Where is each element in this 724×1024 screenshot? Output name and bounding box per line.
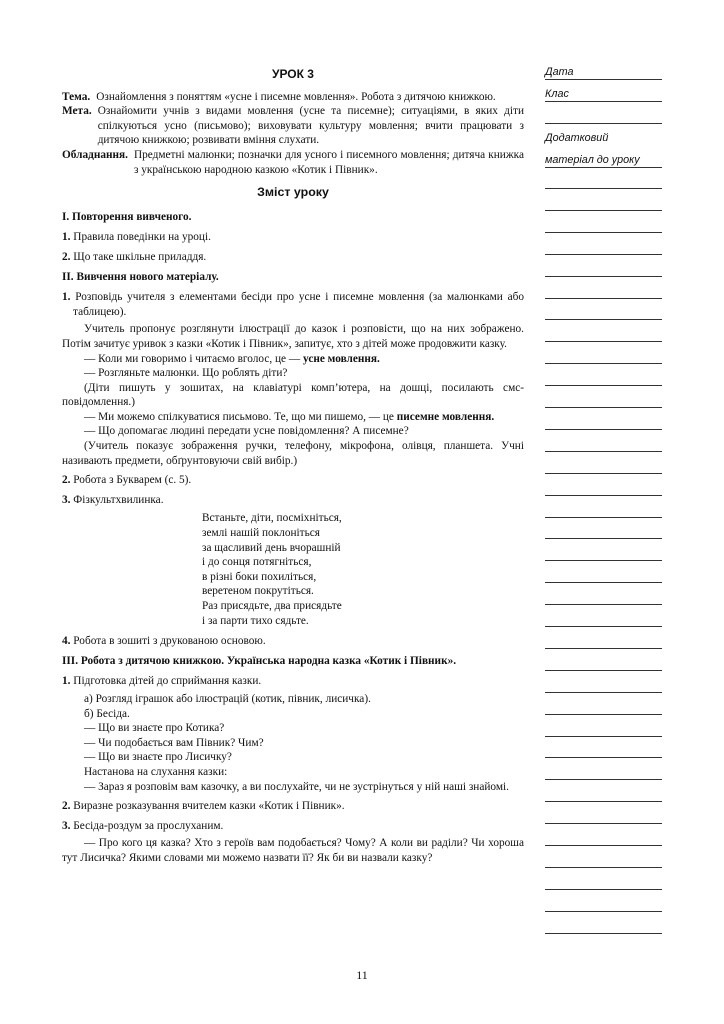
note-line [545,626,662,627]
note-line [545,407,662,408]
dialogue-line: — Розгляньте малюнки. Що роблять діти? [84,367,288,380]
class-field: Клас [545,88,662,102]
list-item: 2. Що таке шкільне приладдя. [62,250,207,263]
dialogue-line: — Чи подобається вам Півник? Чим? [84,736,264,749]
dialogue-line: — Ми можемо спілкуватися письмово. Те, що ми пишемо, — це писемне мовлення. [84,410,495,423]
dialogue-line: — Що ви знаєте про Лисичку? [84,751,232,764]
section-heading-3: III. Робота з дитячою книжкою. Українська народна казка «Котик і Півник». [62,654,457,667]
note-line [545,648,662,649]
note-line [545,911,662,912]
note-line [545,298,662,299]
date-field: Дата [545,66,662,80]
note-line [545,845,662,846]
poem [202,511,524,628]
dialogue-line: — Зараз я розповім вам казочку, а ви послухайте, чи не зустрінуться у ній наші знайомі. [84,780,509,793]
dialogue-line: (Діти пишуть у зошитах, на клавіатурі комп’ютера, на дошці, посилають смс-повідомлення.) [62,381,524,409]
poem-line: веретеном покрутіться. [202,585,314,598]
note-line [545,429,662,430]
poem-line: землі нашій поклоніться [202,527,320,540]
topic-text: Ознайомлення з поняттям «усне і писемне мовлення». Робота з дитячою книжкою. [96,90,496,103]
note-line [545,560,662,561]
list-item: 1. Правила поведінки на уроці. [62,231,211,244]
lesson-content [62,64,524,866]
sub-item: Настанова на слухання казки: [84,765,228,778]
list-item: 2. Робота з Букварем (с. 5). [62,474,192,487]
note-line [545,714,662,715]
goal-text: Ознайомити учнів з видами мовлення (усне та писемне); ситуаціями, в яких діти спілкуються усно (письмово); виховувати культуру мовлення; вчити працювати з дитячою книжкою; розвивати вміння слухати. [97,105,524,147]
note-line [545,670,662,671]
note-line [545,779,662,780]
poem-line: і до сонця потягніться, [202,556,312,569]
dialogue-line: — Про кого ця казка? Хто з героїв вам подобається? Чому? А коли ви раділи? Чи хороша тут Лисичка? Якими словами ми можемо назвати її? Як би ви назвали казку? [62,837,524,864]
note-line [545,801,662,802]
list-item: 3. Фізкультхвилинка. [62,493,164,506]
note-line [545,692,662,693]
note-line [545,517,662,518]
note-line [545,933,662,934]
list-item: 1. Підготовка дітей до сприймання казки. [62,675,262,688]
note-line [545,341,662,342]
goal-row [62,104,524,148]
note-line [545,363,662,364]
note-line [545,385,662,386]
note-line [545,757,662,758]
goal-label: Мета. [62,105,92,118]
extra-material-label-2: матеріал до уроку [545,154,662,168]
topic-label: Тема. [62,90,91,103]
topic-row [62,90,524,105]
list-item: 1. Розповідь учителя з елементами бесіди про усне і писемне мовлення (за малюнками або таблицею). [62,291,524,318]
equipment-label: Обладнання. [62,148,128,161]
note-line [545,582,662,583]
note-line [545,123,662,124]
note-line [545,538,662,539]
equipment-text: Предметні малюнки; позначки для усного і писемного мовлення; дитяча книжка з українською народною казкою «Котик і Півник». [133,148,524,176]
note-line [545,604,662,605]
content-title: Зміст уроку [257,185,329,200]
note-line [545,889,662,890]
poem-line: в різні боки похиліться, [202,570,317,583]
section-heading-1: I. Повторення вивченого. [62,210,192,223]
extra-material-label: Додатковий [545,132,609,144]
dialogue-line: — Що ви знаєте про Котика? [84,722,225,735]
note-line [545,736,662,737]
equipment-row [62,148,524,177]
dialogue-line: — Коли ми говоримо і читаємо вголос, це — усне мовлення. [84,352,380,365]
note-line [545,210,662,211]
note-line [545,276,662,277]
page-number: 11 [356,968,368,982]
lesson-title: УРОК 3 [272,67,314,81]
sub-item: б) Бесіда. [84,707,130,720]
dialogue-line: — Що допомагає людині передати усне повідомлення? А писемне? [84,425,409,438]
paragraph: Учитель пропонує розглянути ілюстрації до казок і розповісти, що на них зображено. Потім зачитує уривок з казки «Котик і Півник», запитує, хто з дітей може продовжити казку. [62,323,524,350]
note-line [545,823,662,824]
sub-item: а) Розгляд іграшок або ілюстрацій (котик, півник, лисичка). [84,692,371,705]
note-line [545,188,662,189]
list-item: 4. Робота в зошиті з друкованою основою. [62,635,266,648]
note-line [545,319,662,320]
note-line [545,867,662,868]
list-item: 3. Бесіда-роздум за прослуханим. [62,819,224,832]
poem-line: Встаньте, діти, посміхніться, [202,512,342,525]
poem-line: Раз присядьте, два присядьте [202,600,342,612]
poem-line: за щасливий день вчорашній [202,541,341,554]
note-line [545,232,662,233]
section-heading-2: II. Вивчення нового матеріалу. [62,270,219,283]
note-line [545,473,662,474]
note-line [545,451,662,452]
poem-line: і за парти тихо сядьте. [202,614,309,627]
note-line [545,254,662,255]
dialogue-line: (Учитель показує зображення ручки, телефону, мікрофона, олівця, планшета. Учні називають предмети, обґрунтовуючи свій вибір.) [62,440,524,467]
list-item: 2. Виразне розказування вчителем казки «Котик і Півник». [62,800,345,813]
note-line [545,495,662,496]
